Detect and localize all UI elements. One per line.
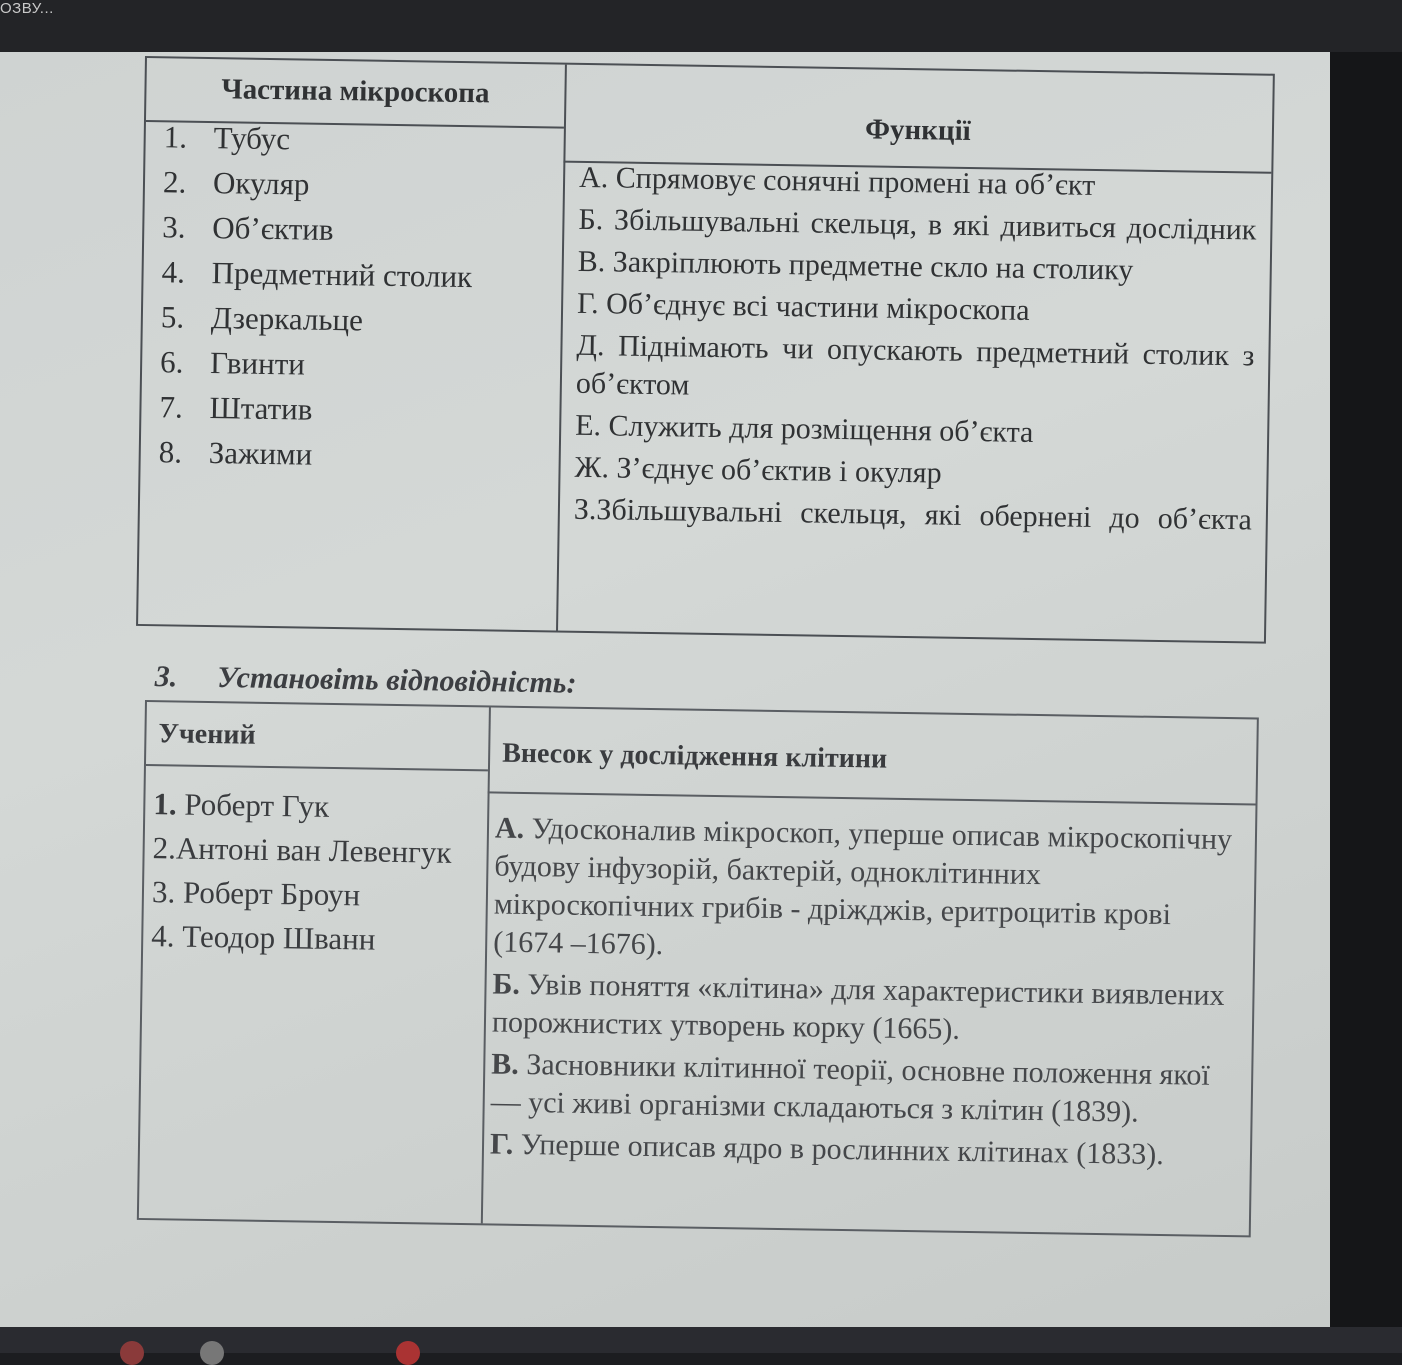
list-item: 5. Дзеркальце (160, 299, 364, 338)
header-scientist: Учений (158, 718, 256, 751)
header-contribution: Внесок у дослідження клітини (501, 737, 888, 775)
monitor-bezel (1330, 52, 1402, 1353)
header-divider (488, 791, 1256, 805)
scientists-list (151, 782, 453, 963)
list-item: 1. Тубус (163, 119, 291, 157)
contribution-item: А. Удосконалив мікроскоп, уперше описав мікроскопічну будову інфузорій, бактерій, одноклітинних мікроскопічних грибів - дріжджів, еритроцитів крові (1674 –1676). (492, 811, 1233, 962)
contribution-item: Б. Увів поняття «клітина» для характеристики виявлених порожнистих утворень корку (1665). (491, 967, 1225, 1046)
function-item: А. Спрямовує сонячні промені на об’єкт (578, 160, 1096, 202)
list-item: 7. Штатив (159, 389, 313, 427)
list-item: 3. Роберт Броун (151, 874, 361, 913)
function-item: В. Закріплюють предметне скло на столику (577, 244, 1134, 287)
list-item: 6. Гвинти (159, 344, 306, 382)
list-item: 2. Окуляр (162, 164, 310, 202)
list-item: 3. Об’єктив (162, 209, 334, 247)
scientists-table (137, 700, 1259, 1237)
contribution-item: Г. Уперше описав ядро в рослинних клітинах (1833). (489, 1127, 1164, 1172)
task-heading (154, 660, 576, 701)
function-item: Д. Піднімають чи опускають предметний столик з об’єктом (575, 328, 1255, 402)
header-part: Частина мікроскопа (221, 73, 490, 110)
microscope-table (136, 56, 1275, 644)
list-item: 8. Зажими (158, 434, 313, 472)
list-item: 2.Антоні ван Левенгук (152, 830, 452, 870)
window-title: ОЗВУ... (0, 0, 54, 17)
list-item: 4. Теодор Шванн (151, 918, 376, 957)
taskbar-app-icon[interactable] (200, 1341, 224, 1365)
task-number: 3. (154, 660, 178, 694)
contributions-list (490, 810, 1242, 1180)
function-item: Г. Об’єднує всі частини мікроскопа (576, 286, 1030, 327)
list-item: 1. Роберт Гук (153, 786, 330, 824)
taskbar-app-icon[interactable] (120, 1341, 144, 1365)
header-function: Функції (864, 113, 972, 147)
column-divider (556, 65, 567, 631)
list-item: 4. Предметний столик (161, 254, 473, 295)
function-item: Ж. З’єднує об’єктив і окуляр (574, 450, 942, 490)
function-item: З.Збільшувальні скельця, які обернені до об’єкта (573, 492, 1253, 537)
header-divider (146, 764, 488, 771)
taskbar-app-icon[interactable] (396, 1341, 420, 1365)
function-item: Е. Служить для розміщення об’єкта (574, 408, 1034, 449)
parts-list (158, 114, 474, 479)
top-bar (0, 0, 1402, 52)
task-title: Установіть відповідність: (216, 660, 577, 700)
contribution-item: В. Засновники клітинної теорії, основне положення якої — усі живі організми складаються з клітин (1839). (490, 1047, 1210, 1129)
function-item: Б. Збільшувальні скельця, в які дивиться дослідник (578, 202, 1257, 247)
functions-list (574, 159, 1258, 544)
